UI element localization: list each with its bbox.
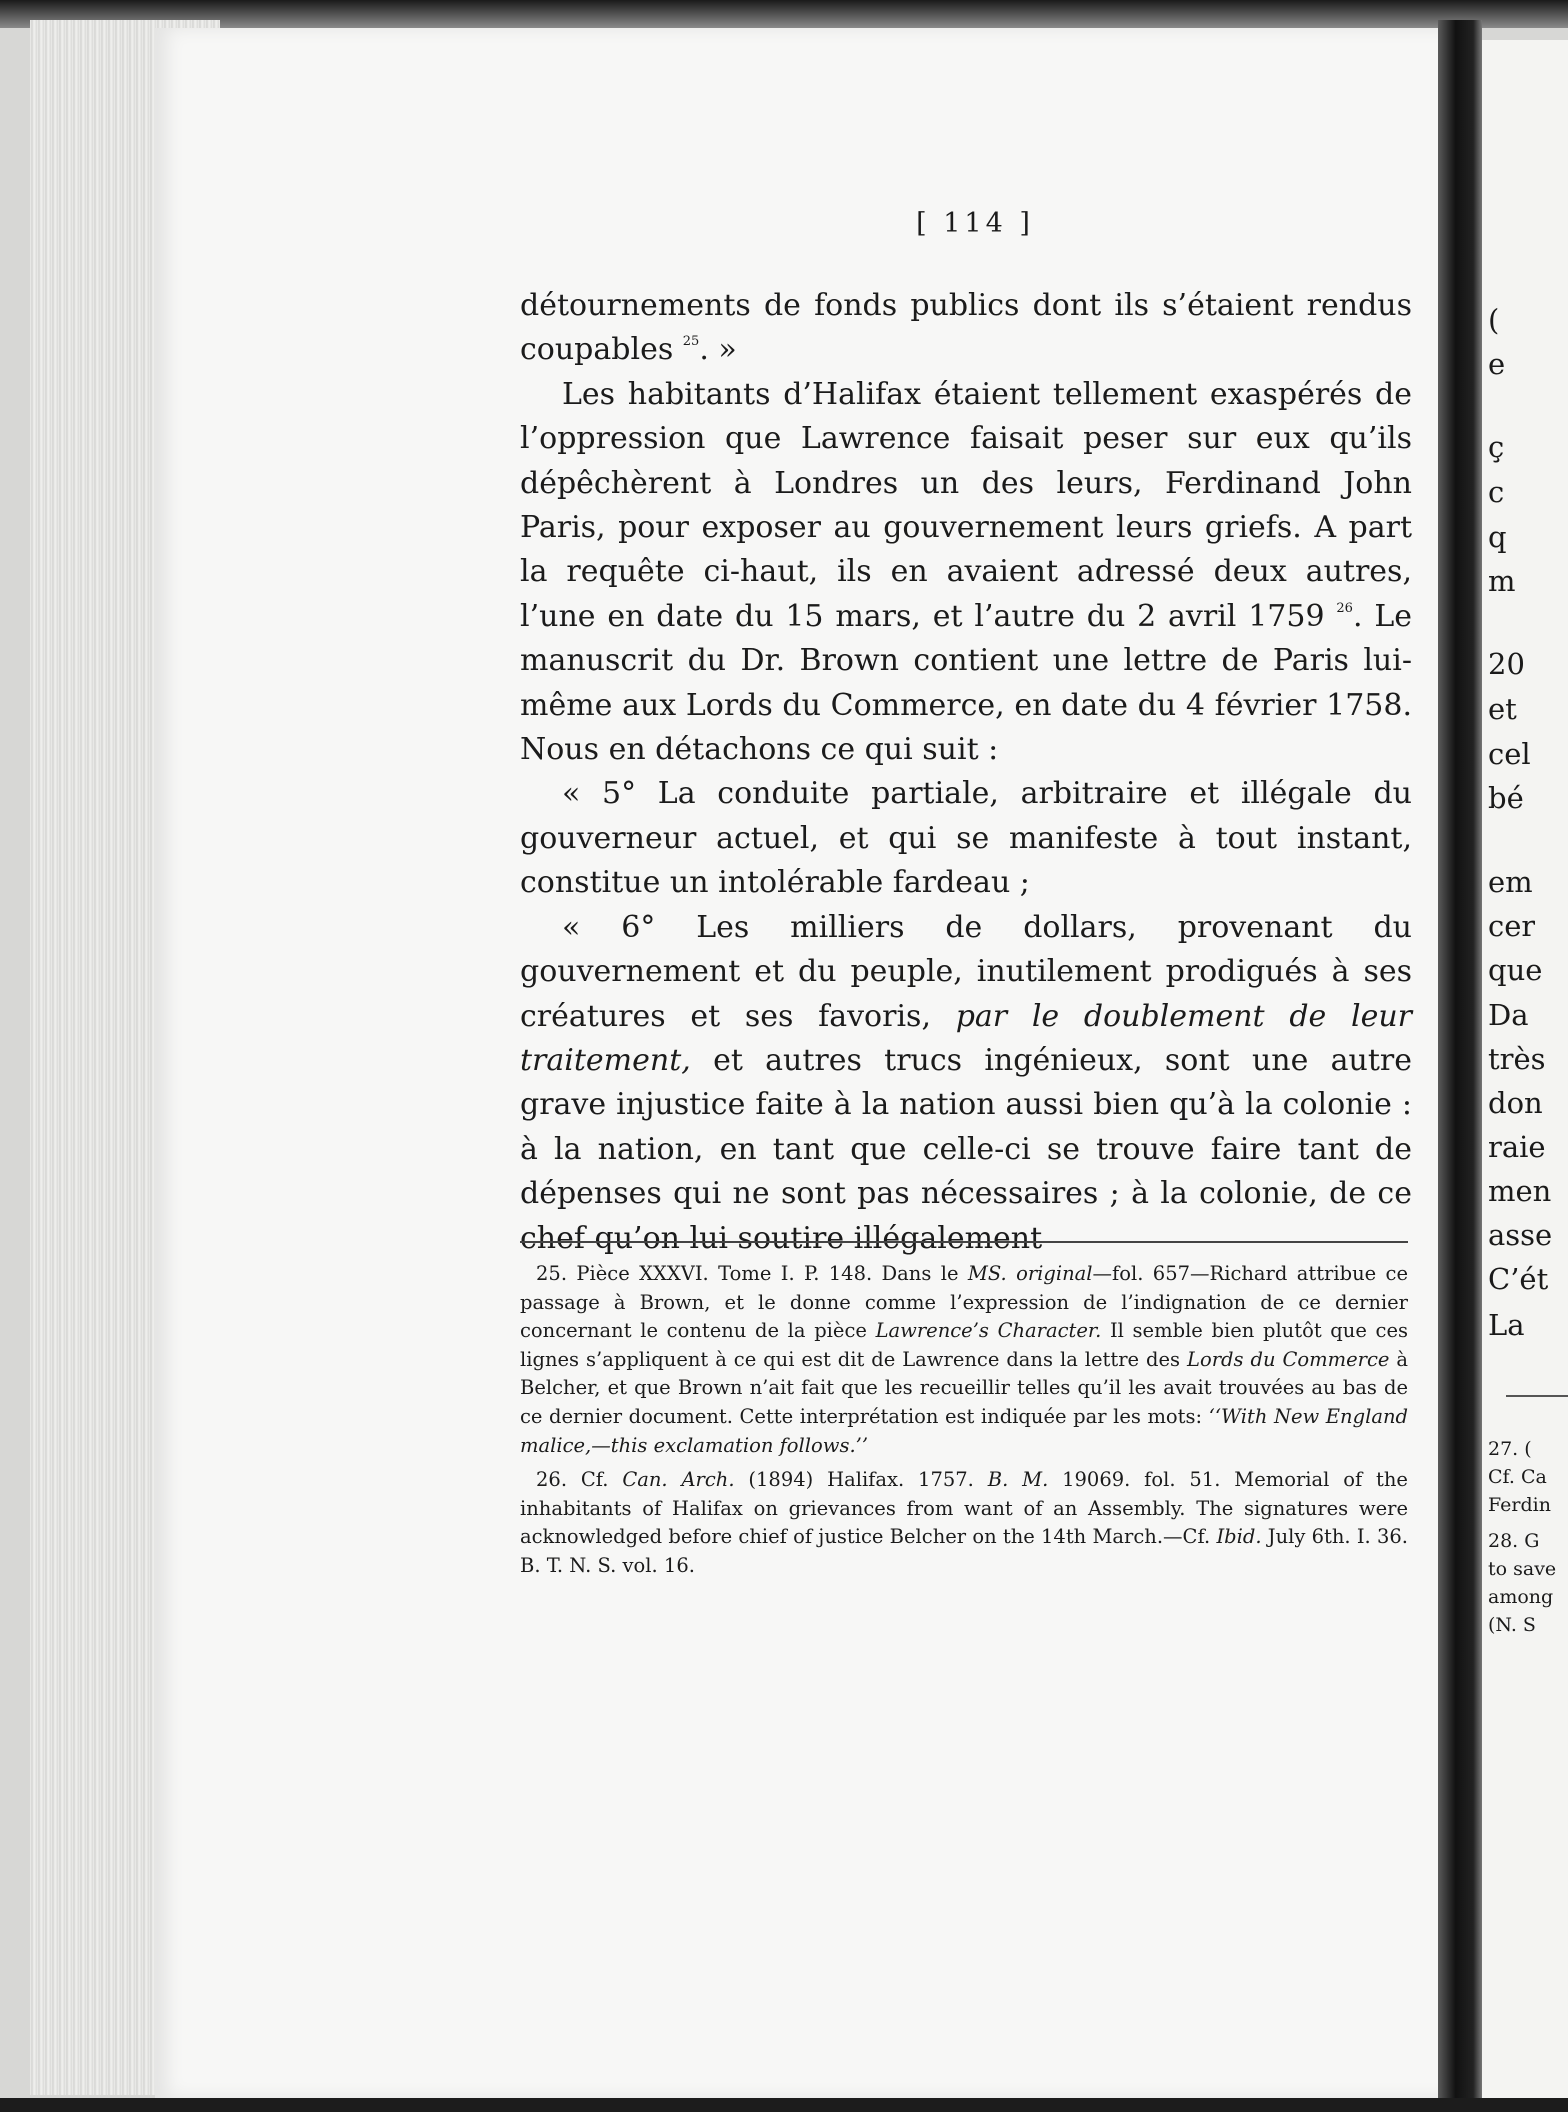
paragraph [520,284,1412,373]
page-number: [ 114 ] [916,208,1034,239]
facing-page-fragment: et [1488,692,1517,726]
paragraph-text: . Le manuscrit du Dr. Brown contient une lettre de Paris lui-même aux Lords du Commerce, en date du 4 février 1758. Nous en détachons ce qui suit : [520,598,1412,768]
scan-bottom-border [0,2098,1568,2112]
facing-page-fragment: q [1488,520,1507,554]
footnote-text: 25. Pièce XXXVI. Tome I. P. 148. Dans le [536,1262,968,1285]
footnote-25 [520,1260,1408,1460]
footnote-text: 19069. fol. 51. Memorial of the inhabitants of Halifax on grievances from want of an Assembly. The signatures were acknowledged before chief of justice Belcher on the 14th March.—Cf. [520,1468,1408,1549]
facing-page-fragment: c [1488,475,1505,509]
facing-page-fragment: don [1488,1086,1543,1120]
facing-page-fragment: C’ét [1488,1262,1549,1296]
facing-page-fragment: cel [1488,737,1531,771]
facing-page-fragment: e [1488,347,1506,381]
facing-page-fragment: em [1488,865,1533,899]
italic-text: ‘‘With New England malice,—this exclamation follows.’’ [520,1404,1408,1457]
facing-page-fragment: ç [1488,430,1505,464]
paragraph-text: détournements de fonds publics dont ils s’étaient rendus coupables [520,288,1412,368]
footnote-text: —fol. 657—Richard attribue ce passage à Brown, et le donne comme l’expression de l’indignation de ce dernier concernant le contenu de la pièce [520,1262,1409,1343]
facing-page-fragment: raie [1488,1130,1546,1164]
facing-page-note-fragment: (N. S [1488,1614,1536,1636]
facing-page-fragment: asse [1488,1218,1553,1252]
facing-page-fragment: Da [1488,998,1529,1032]
facing-page-rule [1506,1395,1568,1397]
footnote-ref: 25 [682,334,700,350]
paragraph [520,373,1412,773]
italic-text: Ibid. [1216,1525,1262,1549]
footnote-separator [520,1241,1408,1243]
italic-text: MS. original [967,1262,1093,1285]
footnote-text: à Belcher, et que Brown n’ait fait que les recueillir telles qu’il les avait trouvées au bas de ce dernier document. Cette interprétation est indiquée par les mots: [520,1347,1408,1428]
footnote-26 [520,1466,1408,1580]
footnote-text: Il semble bien plutôt que ces lignes s’appliquent à ce qui est dit de Lawrence dans la lettre des [520,1319,1408,1371]
facing-page-fragment: ( [1488,303,1500,337]
paragraph-text: . » [699,332,737,368]
facing-page-note-fragment: Cf. Ca [1488,1466,1547,1488]
facing-page-fragment: bé [1488,781,1524,815]
body-text [520,284,1412,1261]
facing-page-fragment: cer [1488,909,1536,943]
italic-text: Lawrence’s Character. [875,1319,1102,1343]
paragraph-text: Les habitants d’Halifax étaient tellement exaspérés de l’oppression que Lawrence faisait peser sur eux qu’ils dépêchèrent à Londres un des leurs, Ferdinand John Paris, pour exposer au gouvernement leurs griefs. A part la requête ci-haut, ils en avaient adressé deux autres, l’une en date du 15 mars, et l’autre du 2 avril 1759 [520,376,1412,634]
facing-page [1482,40,1568,2112]
facing-page-note-fragment: to save [1488,1558,1557,1580]
facing-page-fragment: La [1488,1308,1525,1342]
facing-page-fragment: m [1488,564,1516,598]
scan-top-border [0,0,1568,28]
italic-text: B. M. [987,1468,1049,1492]
footnote-text: July 6th. I. 36. B. T. N. S. vol. 16. [520,1525,1408,1577]
quote-paragraph: « 5° La conduite partiale, arbitraire et illégale du gouverneur actuel, et qui se manifeste à tout instant, constitue un intolérable fardeau ; [520,776,1412,901]
facing-page-note-fragment: 27. ( [1488,1438,1532,1460]
italic-text: par le doublement de leur traitement, [520,998,1412,1078]
facing-page-fragment: très [1488,1042,1546,1076]
footnote-ref: 26 [1336,600,1353,616]
facing-page-fragment: men [1488,1174,1552,1208]
paragraph-text: et autres trucs ingénieux, sont une autre grave injustice faite à la nation aussi bien qu’à la colonie : à la nation, en tant que celle-ci se trouve faire tant de dépenses qui ne sont pas nécessaires ; à la colonie, de ce chef qu’on lui soutire illégalement [520,1042,1412,1256]
footnotes [520,1260,1408,1587]
paragraph-text: « 6° Les milliers de dollars, provenant du gouvernement et du peuple, inutilement prodigués à ses créatures et ses favoris, [520,909,1412,1034]
book-gutter [1438,20,1482,2112]
footnote-text: 26. Cf. [536,1468,623,1492]
quote-paragraph [520,906,1412,1261]
facing-page-note-fragment: Ferdin [1488,1494,1551,1516]
facing-page-fragment: que [1488,953,1543,987]
facing-page-fragment: 20 [1488,647,1525,681]
italic-text: Lords du Commerce [1187,1347,1390,1371]
footnote-text: (1894) Halifax. 1757. [734,1468,988,1492]
facing-page-note-fragment: 28. G [1488,1530,1540,1552]
facing-page-note-fragment: among [1488,1586,1554,1608]
italic-text: Can. Arch. [622,1468,735,1492]
